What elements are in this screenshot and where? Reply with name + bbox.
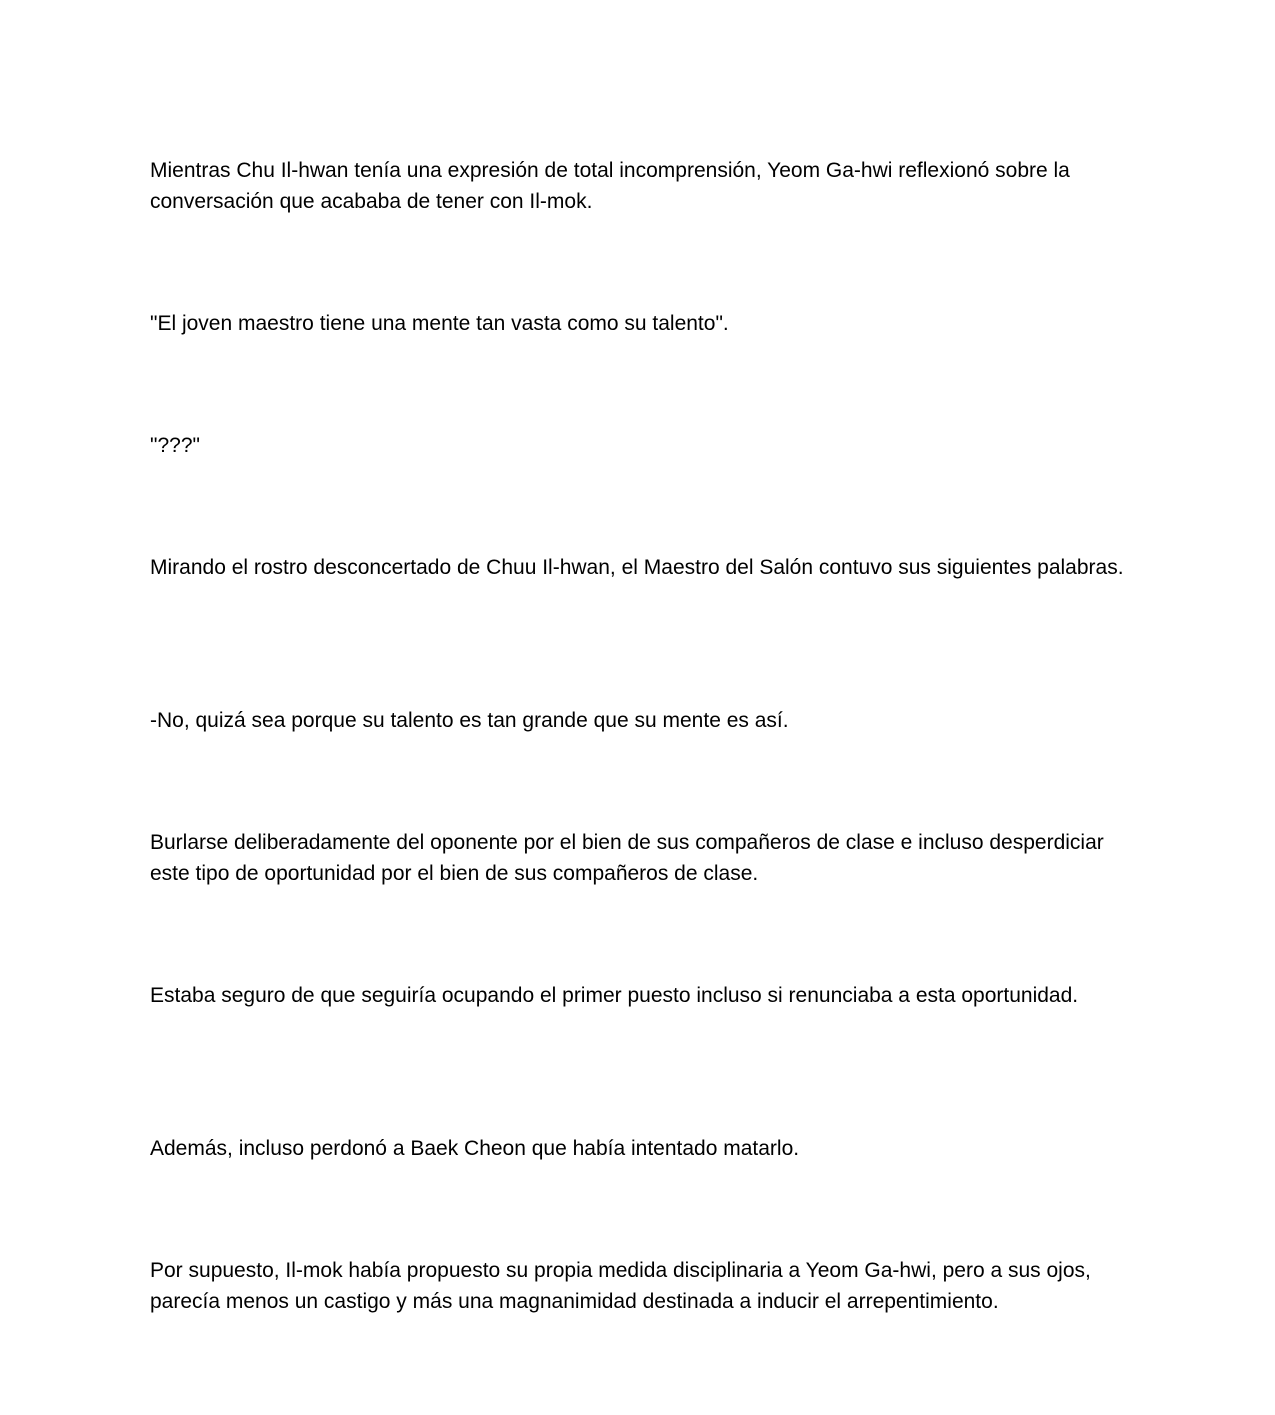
paragraph: Estaba seguro de que seguiría ocupando el primer puesto incluso si renunciaba a esta oportunidad. (150, 984, 1079, 1007)
paragraph: Mientras Chu Il-hwan tenía una expresión de total incomprensión, Yeom Ga-hwi reflexionó sobre la conversación que acababa de tener con Il-mok. (150, 159, 1070, 213)
paragraph: Mirando el rostro desconcertado de Chuu Il-hwan, el Maestro del Salón contuvo sus siguientes palabras. (150, 556, 1124, 579)
paragraph: -No, quizá sea porque su talento es tan grande que su mente es así. (150, 709, 789, 732)
paragraph: "El joven maestro tiene una mente tan vasta como su talento". (150, 312, 729, 335)
paragraph: "???" (150, 434, 200, 457)
paragraph: Burlarse deliberadamente del oponente por el bien de sus compañeros de clase e incluso desperdiciar este tipo de oportunidad por el bien de sus compañeros de clase. (150, 831, 1104, 885)
paragraph: Además, incluso perdonó a Baek Cheon que había intentado matarlo. (150, 1137, 800, 1160)
paragraph: Por supuesto, Il-mok había propuesto su propia medida disciplinaria a Yeom Ga-hwi, pero a sus ojos, parecía menos un castigo y más una magnanimidad destinada a inducir el arrepentimiento. (150, 1259, 1091, 1313)
